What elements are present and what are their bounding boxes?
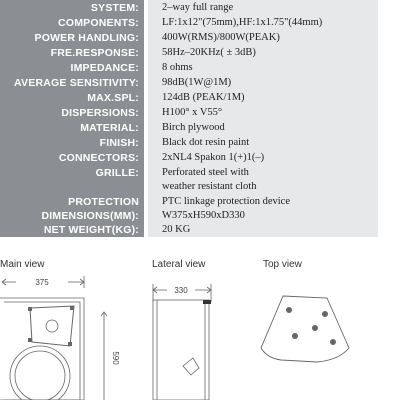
lateral-depth-dimension: 330 [174, 286, 188, 295]
main-width-dimension: 375 [35, 278, 49, 287]
spec-label-impedance: IMPEDANCE: [70, 62, 139, 74]
top-view-outline [261, 296, 349, 362]
spec-label-protection: PROTECTION [68, 196, 139, 208]
spec-value-max-spl: 124dB (PEAK/1M) [162, 92, 245, 103]
spec-value-grille: Perforated steel with [162, 167, 249, 178]
spec-value-system: 2–way full range [162, 2, 234, 13]
main-view-title: Main view [0, 259, 45, 270]
main-height-dimension: 590 [111, 351, 120, 365]
spec-label-power-handling: POWER HANDLING: [34, 32, 139, 44]
spec-label-dispersions: DISPERSIONS: [61, 107, 139, 119]
spec-value-dispersions: H100° x V55° [162, 107, 223, 118]
spec-value-protection: PTC linkage protection device [162, 196, 291, 207]
top-view-drawing [255, 290, 355, 370]
spec-value-finish: Black dot resin paint [162, 137, 250, 148]
spec-value-impedance: 8 ohms [162, 62, 193, 73]
spec-label-finish: FINISH: [99, 137, 139, 149]
main-view-drawing [0, 272, 120, 400]
spec-label-dimensions: DIMENSIONS(MM): [41, 210, 139, 222]
spec-value-components: LF:1x12"(75mm),HF:1x1.75"(44mm) [162, 17, 323, 28]
spec-value-frequency-response: 58Hz–20KHz( ± 3dB) [162, 47, 256, 58]
spec-label-components: COMPONENTS: [58, 17, 139, 29]
spec-value-dimensions: W375xH590xD330 [162, 210, 245, 221]
spec-label-frequency-response: FRE.RESPONSE: [50, 47, 139, 59]
spec-label-material: MATERIAL: [80, 122, 139, 134]
spec-label-max-spl: MAX.SPL: [87, 92, 139, 104]
spec-label-system: SYSTEM: [90, 2, 139, 14]
spec-label-sensitivity: AVERAGE SENSITIVITY: [14, 77, 139, 89]
spec-value-sensitivity: 98dB(1W@1M) [162, 77, 232, 88]
spec-label-grille: GRILLE: [95, 167, 139, 179]
spec-label-net-weight: NET WEIGHT(KG): [43, 224, 139, 236]
spec-value-connectors: 2xNL4 Spakon 1(+)1(–) [162, 152, 265, 163]
spec-value-grille-cont: weather resistant cloth [162, 181, 257, 192]
spec-value-material: Birch plywood [162, 122, 225, 133]
spec-value-power-handling: 400W(RMS)/800W(PEAK) [162, 32, 280, 43]
top-view-title: Top view [263, 259, 302, 270]
spec-value-net-weight: 20 KG [162, 224, 191, 235]
right-margin [378, 0, 400, 237]
lateral-view-title: Lateral view [152, 259, 206, 270]
spec-label-connectors: CONNECTORS: [58, 152, 139, 164]
lateral-view-drawing [145, 272, 225, 400]
